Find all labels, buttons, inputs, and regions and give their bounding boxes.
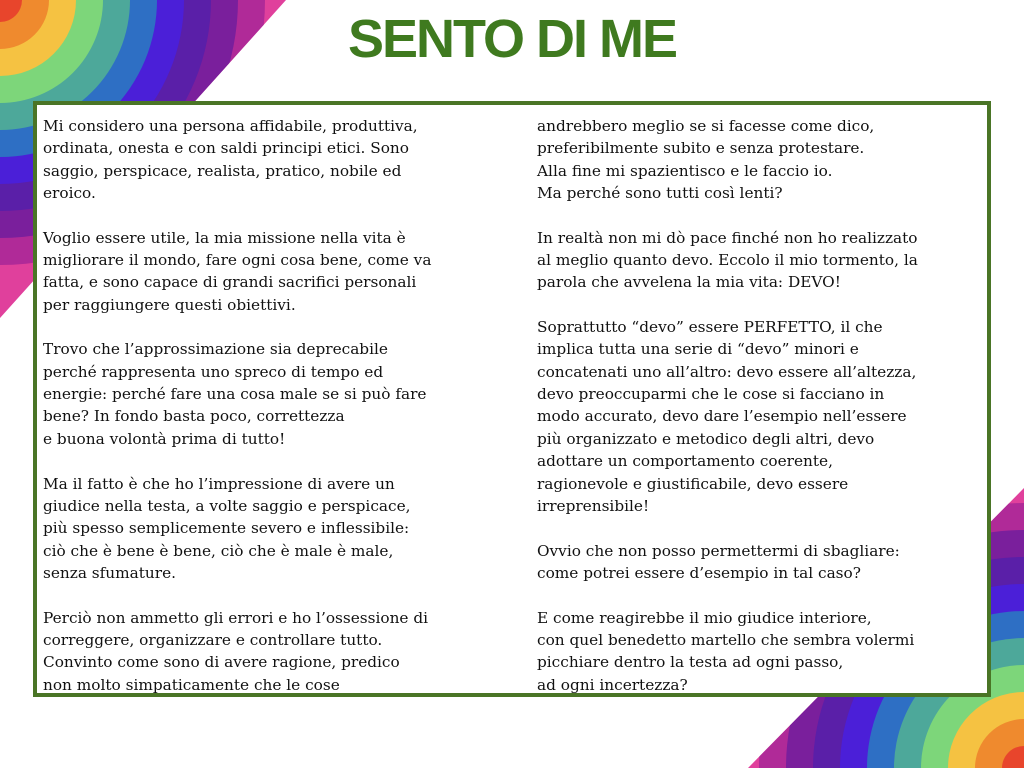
- text-line: senza sfumature.: [43, 563, 177, 582]
- page-title: SENTO DI ME: [347, 9, 677, 69]
- text-box: [33, 101, 991, 697]
- text-line: ragionevole e giustificabile, devo essere: [537, 474, 849, 493]
- text-line: con quel benedetto martello che sembra volermi: [537, 630, 915, 649]
- text-line: devo preoccuparmi che le cose si facciano in: [537, 385, 885, 404]
- text-line: adottare un comportamento coerente,: [537, 452, 833, 471]
- text-line: ordinata, onesta e con saldi principi etici. Sono: [43, 139, 409, 158]
- text-line: per raggiungere questi obiettivi.: [43, 295, 296, 314]
- text-line: Soprattutto “devo” essere PERFETTO, il che: [537, 318, 883, 337]
- text-line: e buona volontà prima di tutto!: [43, 429, 286, 448]
- text-line: eroico.: [43, 184, 96, 203]
- text-line: non molto simpaticamente che le cose: [43, 675, 340, 694]
- text-line: bene? In fondo basta poco, correttezza: [43, 407, 345, 426]
- text-line: saggio, perspicace, realista, pratico, nobile ed: [43, 161, 402, 180]
- text-line: più spesso semplicemente severo e inflessibile:: [43, 519, 410, 538]
- text-line: giudice nella testa, a volte saggio e perspicace,: [43, 496, 411, 515]
- text-line: picchiare dentro la testa ad ogni passo,: [537, 653, 844, 672]
- text-line: andrebbero meglio se si facesse come dico,: [537, 117, 875, 135]
- text-line: [537, 584, 918, 606]
- text-line: Ma perché sono tutti così lenti?: [537, 184, 783, 203]
- text-line: [537, 517, 918, 539]
- text-line: Trovo che l’approssimazione sia deprecabile: [43, 340, 388, 359]
- text-line: parola che avvelena la mia vita: DEVO!: [537, 273, 841, 292]
- text-line: perché rappresenta uno spreco di tempo ed: [43, 362, 384, 381]
- text-line: [43, 584, 431, 606]
- text-line: [43, 316, 431, 338]
- text-line: [537, 204, 918, 226]
- text-line: In realtà non mi dò pace finché non ho realizzato: [537, 228, 918, 247]
- text-line: concatenati uno all’altro: devo essere all’altezza,: [537, 362, 917, 381]
- text-line: fatta, e sono capace di grandi sacrifici personali: [43, 273, 417, 292]
- text-line: Alla fine mi spazientisco e le faccio io.: [537, 161, 833, 180]
- text-line: Voglio essere utile, la mia missione nella vita è: [43, 228, 406, 247]
- text-line: come potrei essere d’esempio in tal caso?: [537, 563, 861, 582]
- text-line: ciò che è bene è bene, ciò che è male è male,: [43, 541, 394, 560]
- text-line: Ma il fatto è che ho l’impressione di avere un: [43, 474, 395, 493]
- left-column: [43, 115, 431, 696]
- text-line: Perciò non ammetto gli errori e ho l’ossessione di: [43, 608, 429, 627]
- text-line: irreprensibile!: [537, 496, 650, 515]
- text-line: preferibilmente subito e senza protestare.: [537, 139, 865, 158]
- text-line: più organizzato e metodico degli altri, devo: [537, 429, 875, 448]
- text-line: Ovvio che non posso permettermi di sbagliare:: [537, 541, 900, 560]
- text-line: modo accurato, devo dare l’esempio nell’essere: [537, 407, 907, 426]
- text-line: migliorare il mondo, fare ogni cosa bene, come va: [43, 251, 432, 270]
- text-line: [537, 294, 918, 316]
- text-line: [43, 450, 431, 472]
- text-line: al meglio quanto devo. Eccolo il mio tormento, la: [537, 251, 918, 270]
- text-line: [43, 204, 431, 226]
- right-column: [537, 115, 918, 696]
- text-line: energie: perché fare una cosa male se si può fare: [43, 385, 427, 404]
- text-line: implica tutta una serie di “devo” minori e: [537, 340, 859, 359]
- text-line: E come reagirebbe il mio giudice interiore,: [537, 608, 872, 627]
- text-line: ad ogni incertezza?: [537, 675, 688, 694]
- text-line: correggere, organizzare e controllare tutto.: [43, 630, 383, 649]
- text-line: Mi considero una persona affidabile, produttiva,: [43, 117, 418, 135]
- text-line: Convinto come sono di avere ragione, predico: [43, 653, 400, 672]
